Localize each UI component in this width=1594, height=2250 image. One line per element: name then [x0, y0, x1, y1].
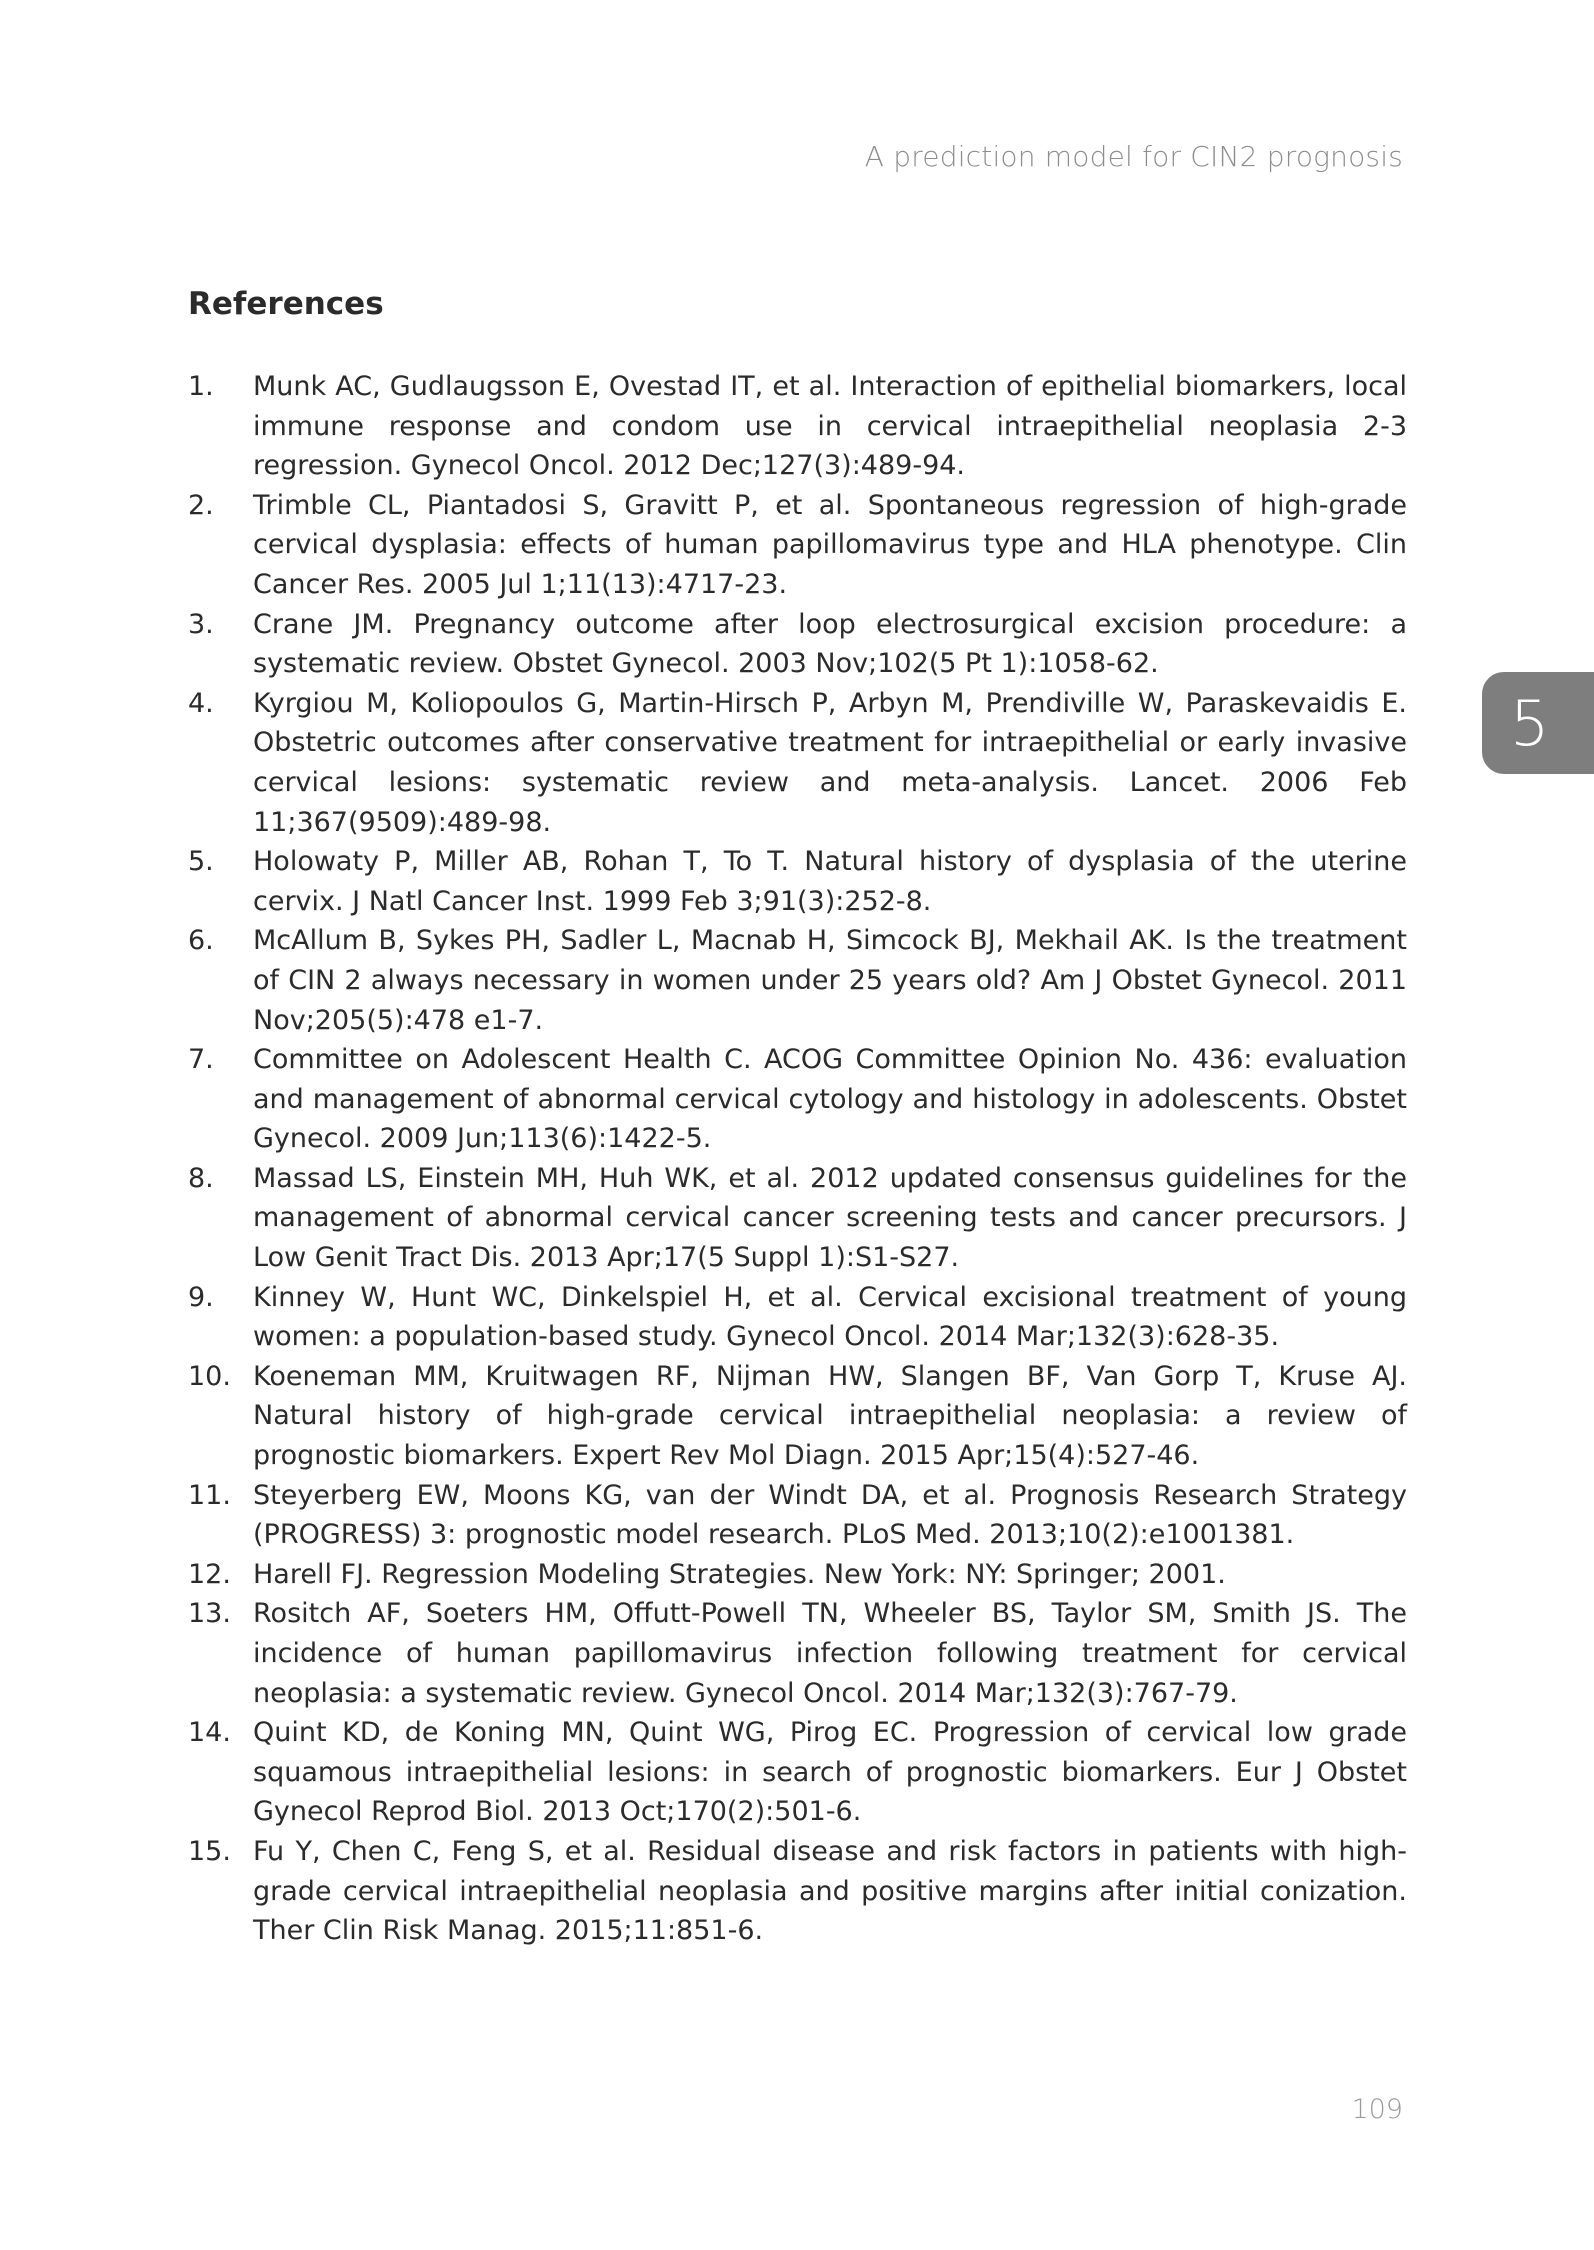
reference-number: 13. — [188, 1598, 231, 1630]
reference-text: Kinney W, Hunt WC, Dinkelspiel H, et al. Cervical excisional treatment of young women: a population-based study. Gynecol Oncol. 2014 Mar;132(3):628-35. — [253, 1281, 1407, 1353]
running-head: A prediction model for CIN2 prognosis — [864, 140, 1403, 173]
reference-number: 10. — [188, 1360, 231, 1392]
reference-item — [188, 367, 1407, 486]
reference-item — [188, 1357, 1407, 1476]
reference-number: 8. — [188, 1162, 214, 1194]
reference-number: 14. — [188, 1717, 231, 1749]
reference-item — [188, 1476, 1407, 1555]
reference-item — [188, 1159, 1407, 1278]
reference-item — [188, 921, 1407, 1040]
reference-list — [188, 367, 1407, 1951]
reference-number: 3. — [188, 608, 214, 640]
reference-item — [188, 1040, 1407, 1159]
reference-number: 2. — [188, 489, 214, 521]
reference-text: Rositch AF, Soeters HM, Offutt-Powell TN, Wheeler BS, Taylor SM, Smith JS. The incidence of human papillomavirus infection following treatment for cervical neoplasia: a systematic review. Gynecol Oncol. 2014 Mar;132(3):767-79. — [253, 1598, 1407, 1709]
reference-text: Quint KD, de Koning MN, Quint WG, Pirog EC. Progression of cervical low grade squamous intraepithelial lesions: in search of prognostic biomarkers. Eur J Obstet Gynecol Reprod Biol. 2013 Oct;170(2):501-6. — [253, 1717, 1407, 1828]
reference-number: 7. — [188, 1044, 214, 1076]
reference-number: 15. — [188, 1835, 231, 1867]
reference-item — [188, 486, 1407, 605]
reference-item — [188, 1713, 1407, 1832]
chapter-number: 5 — [1510, 686, 1550, 760]
reference-number: 4. — [188, 687, 214, 719]
reference-text: Holowaty P, Miller AB, Rohan T, To T. Natural history of dysplasia of the uterine cervix. J Natl Cancer Inst. 1999 Feb 3;91(3):252-8. — [253, 846, 1407, 917]
reference-number: 6. — [188, 925, 214, 957]
chapter-tab — [1482, 672, 1594, 774]
reference-number: 5. — [188, 846, 214, 878]
reference-item — [188, 842, 1407, 921]
reference-text: Fu Y, Chen C, Feng S, et al. Residual disease and risk factors in patients with high-grade cervical intraepithelial neoplasia and positive margins after initial conization. Ther Clin Risk Manag. 2015;11:851-6. — [253, 1835, 1407, 1947]
reference-text: Trimble CL, Piantadosi S, Gravitt P, et al. Spontaneous regression of high-grade cervical dysplasia: effects of human papillomavirus type and HLA phenotype. Clin Cancer Res. 2005 Jul 1;11(13):4717-23. — [253, 489, 1407, 600]
reference-item — [188, 1555, 1407, 1595]
reference-text: Kyrgiou M, Koliopoulos G, Martin-Hirsch P, Arbyn M, Prendiville W, Paraskevaidis E. Obstetric outcomes after conservative treatment for intraepithelial or early invasive cervical lesions: systematic review and meta-analysis. Lancet. 2006 Feb 11;367(9509):489-98. — [253, 687, 1407, 838]
reference-text: Koeneman MM, Kruitwagen RF, Nijman HW, Slangen BF, Van Gorp T, Kruse AJ. Natural history of high-grade cervical intraepithelial neoplasia: a review of prognostic biomarkers. Expert Rev Mol Diagn. 2015 Apr;15(4):527-46. — [253, 1360, 1407, 1472]
reference-text: Massad LS, Einstein MH, Huh WK, et al. 2012 updated consensus guidelines for the management of abnormal cervical cancer screening tests and cancer precursors. J Low Genit Tract Dis. 2013 Apr;17(5 Suppl 1):S1-S27. — [253, 1162, 1407, 1274]
reference-item — [188, 605, 1407, 684]
reference-item — [188, 1594, 1407, 1713]
reference-item — [188, 684, 1407, 842]
section-title: References — [188, 286, 384, 322]
reference-item — [188, 1832, 1407, 1951]
reference-number: 9. — [188, 1281, 214, 1313]
reference-number: 12. — [188, 1558, 231, 1590]
reference-text: Crane JM. Pregnancy outcome after loop electrosurgical excision procedure: a systematic review. Obstet Gynecol. 2003 Nov;102(5 Pt 1):1058-62. — [253, 608, 1407, 680]
reference-item — [188, 1278, 1407, 1357]
reference-text: Harell FJ. Regression Modeling Strategies. New York: NY: Springer; 2001. — [253, 1558, 1226, 1590]
reference-text: Committee on Adolescent Health C. ACOG Committee Opinion No. 436: evaluation and management of abnormal cervical cytology and histology in adolescents. Obstet Gynecol. 2009 Jun;113(6):1422-5. — [253, 1044, 1407, 1155]
reference-text: Munk AC, Gudlaugsson E, Ovestad IT, et al. Interaction of epithelial biomarkers, local immune response and condom use in cervical intraepithelial neoplasia 2-3 regression. Gynecol Oncol. 2012 Dec;127(3):489-94. — [253, 371, 1407, 482]
page-number: 109 — [1351, 2094, 1403, 2125]
reference-number: 11. — [188, 1479, 231, 1511]
reference-text: Steyerberg EW, Moons KG, van der Windt DA, et al. Prognosis Research Strategy (PROGRESS) 3: prognostic model research. PLoS Med. 2013;10(2):e1001381. — [253, 1479, 1407, 1551]
reference-text: McAllum B, Sykes PH, Sadler L, Macnab H, Simcock BJ, Mekhail AK. Is the treatment of CIN 2 always necessary in women under 25 years old? Am J Obstet Gynecol. 2011 Nov;205(5):478 e1-7. — [253, 925, 1407, 1036]
reference-number: 1. — [188, 371, 214, 402]
